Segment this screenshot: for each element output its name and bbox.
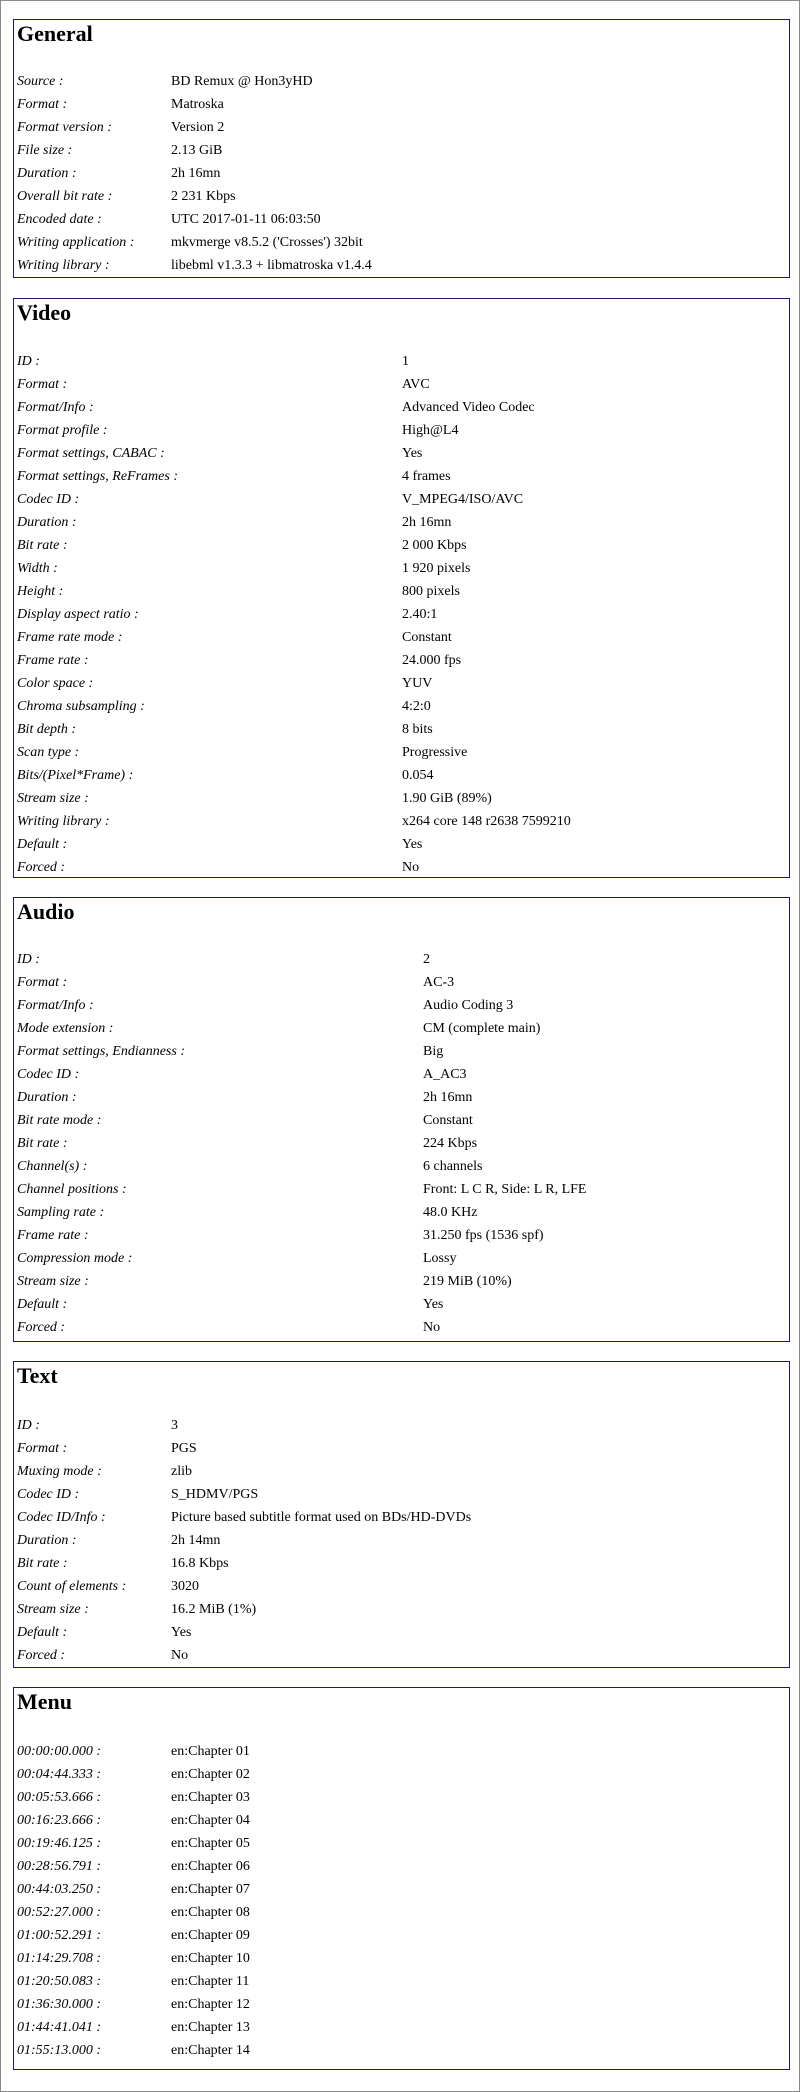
field-label: Stream size : [17,1602,89,1617]
field-label: 00:28:56.791 : [17,1859,101,1874]
table-row [17,396,571,419]
table-row [17,1993,250,2016]
field-value: en:Chapter 14 [171,2043,250,2058]
table-row [17,1460,471,1483]
section-title: General [17,21,93,46]
field-value: 0.054 [402,768,434,783]
field-label: 00:16:23.666 : [17,1813,101,1828]
field-value: Lossy [423,1251,457,1266]
table-row [17,1529,471,1552]
table-row [17,185,372,208]
field-label: Width : [17,561,58,576]
table-row [17,93,372,116]
field-label: Format settings, CABAC : [17,446,165,461]
field-label: Bit rate : [17,1136,68,1151]
general-table [17,70,372,277]
field-value: No [423,1320,441,1335]
field-value: mkvmerge v8.5.2 ('Crosses') 32bit [171,235,363,250]
table-row [17,1414,471,1437]
field-value: Constant [402,630,452,645]
field-value: Constant [423,1113,473,1128]
field-label: Bit depth : [17,722,77,737]
field-label: Sampling rate : [17,1205,105,1220]
field-label: 01:00:52.291 : [17,1928,101,1943]
field-value: en:Chapter 09 [171,1928,250,1943]
field-label: Stream size : [17,1274,89,1289]
field-value: V_MPEG4/ISO/AVC [402,492,524,507]
field-value: 31.250 fps (1536 spf) [423,1228,544,1243]
field-value: en:Chapter 12 [171,1997,250,2012]
table-row [17,1316,586,1339]
field-value: 2 000 Kbps [402,538,467,553]
table-row [17,764,571,787]
field-label: Format/Info : [17,400,94,415]
field-value: Picture based subtitle format used on BDs/HD-DVDs [171,1510,472,1525]
field-label: Mode extension : [17,1021,114,1036]
field-label: Height : [17,584,64,599]
table-row [17,488,571,511]
field-value: 1.90 GiB (89%) [402,791,492,806]
table-row [17,580,571,603]
field-value: BD Remux @ Hon3yHD [171,74,313,89]
table-row [17,208,372,231]
field-label: Frame rate : [17,653,89,668]
field-label: 01:36:30.000 : [17,1997,101,2012]
table-row [17,1924,250,1947]
field-value: en:Chapter 07 [171,1882,250,1897]
field-value: 219 MiB (10%) [423,1274,512,1289]
field-label: Duration : [17,1090,77,1105]
field-value: 16.8 Kbps [171,1556,229,1571]
field-label: Chroma subsampling : [17,699,145,714]
field-label: Format settings, ReFrames : [17,469,178,484]
field-label: Duration : [17,515,77,530]
section-title: Menu [17,1689,72,1714]
field-label: Duration : [17,166,77,181]
field-label: Muxing mode : [17,1464,102,1479]
table-row [17,116,372,139]
video-table [17,350,571,879]
field-value: 800 pixels [402,584,460,599]
table-row [17,1809,250,1832]
table-row [17,162,372,185]
table-row [17,465,571,488]
table-row [17,787,571,810]
field-label: Default : [17,1297,68,1312]
field-value: Version 2 [171,120,225,135]
field-value: 2 [423,952,430,967]
field-value: 2.13 GiB [171,143,223,158]
table-row [17,1247,586,1270]
field-label: ID : [17,1418,40,1433]
field-value: PGS [171,1441,197,1456]
field-label: File size : [17,143,73,158]
general-section [13,19,790,278]
field-value: en:Chapter 11 [171,1974,250,1989]
field-label: Bit rate : [17,538,68,553]
field-value: en:Chapter 13 [171,2020,250,2035]
field-value: Yes [402,446,423,461]
field-label: Overall bit rate : [17,189,113,204]
field-value: No [402,860,420,875]
field-value: UTC 2017-01-11 06:03:50 [171,212,321,227]
table-row [17,1786,250,1809]
field-value: Progressive [402,745,468,760]
table-row [17,1063,586,1086]
audio-table [17,948,586,1339]
field-label: 00:44:03.250 : [17,1882,101,1897]
field-value: Yes [423,1297,444,1312]
field-value: Matroska [171,97,224,112]
table-row [17,1832,250,1855]
field-label: 01:55:13.000 : [17,2043,101,2058]
field-value: Audio Coding 3 [423,998,514,1013]
field-label: Encoded date : [17,212,102,227]
table-row [17,2039,250,2062]
table-row [17,1086,586,1109]
table-row [17,1763,250,1786]
field-label: Bit rate : [17,1556,68,1571]
field-value: 16.2 MiB (1%) [171,1602,257,1617]
field-value: en:Chapter 03 [171,1790,250,1805]
field-label: Duration : [17,1533,77,1548]
table-row [17,1270,586,1293]
field-label: 00:19:46.125 : [17,1836,101,1851]
table-row [17,1740,250,1763]
table-row [17,419,571,442]
field-label: Count of elements : [17,1579,127,1594]
field-value: AC-3 [423,975,455,990]
field-label: 01:44:41.041 : [17,2020,101,2035]
table-row [17,672,571,695]
field-value: 3020 [171,1579,199,1594]
field-value: 4:2:0 [402,699,431,714]
table-row [17,1293,586,1316]
field-value: en:Chapter 10 [171,1951,250,1966]
field-label: Display aspect ratio : [17,607,139,622]
field-label: Channel(s) : [17,1159,88,1174]
field-value: 48.0 KHz [423,1205,478,1220]
table-row [17,1437,471,1460]
table-row [17,741,571,764]
field-value: 6 channels [423,1159,483,1174]
table-row [17,695,571,718]
menu-table [17,1740,250,2062]
field-label: 01:20:50.083 : [17,1974,101,1989]
field-label: Format : [17,975,68,990]
field-label: 00:05:53.666 : [17,1790,101,1805]
field-value: Yes [402,837,423,852]
field-value: x264 core 148 r2638 7599210 [402,814,571,829]
table-row [17,1575,471,1598]
field-value: libebml v1.3.3 + libmatroska v1.4.4 [171,258,372,273]
table-row [17,1201,586,1224]
field-value: Advanced Video Codec [402,400,535,415]
table-row [17,1901,250,1924]
text-section [13,1361,790,1668]
table-row [17,1040,586,1063]
table-row [17,1621,471,1644]
table-row [17,603,571,626]
field-value: YUV [402,676,433,691]
field-value: AVC [402,377,430,392]
table-row [17,1132,586,1155]
field-label: Format profile : [17,423,108,438]
section-title: Video [17,300,72,325]
field-label: Writing library : [17,814,110,829]
field-label: 01:14:29.708 : [17,1951,101,1966]
field-value: en:Chapter 02 [171,1767,250,1782]
table-row [17,511,571,534]
table-row [17,350,571,373]
table-row [17,626,571,649]
table-row [17,1598,471,1621]
section-title: Text [17,1363,58,1388]
field-value: Yes [171,1625,192,1640]
field-value: en:Chapter 06 [171,1859,250,1874]
field-value: 24.000 fps [402,653,462,668]
table-row [17,1878,250,1901]
table-row [17,1970,250,1993]
field-label: Forced : [17,1320,66,1335]
field-label: Bits/(Pixel*Frame) : [17,768,134,783]
table-row [17,718,571,741]
field-value: A_AC3 [423,1067,467,1082]
field-value: 1 [402,354,409,369]
field-label: Codec ID : [17,1067,80,1082]
table-row [17,1855,250,1878]
field-label: Writing application : [17,235,135,250]
table-row [17,1506,471,1529]
field-value: zlib [171,1464,192,1479]
field-value: 8 bits [402,722,433,737]
field-value: Front: L C R, Side: L R, LFE [423,1182,587,1197]
field-value: 2.40:1 [402,607,438,622]
menu-section [13,1687,790,2070]
section-title: Audio [17,899,75,924]
table-row [17,254,372,277]
table-row [17,1017,586,1040]
field-value: en:Chapter 08 [171,1905,250,1920]
field-label: ID : [17,354,40,369]
table-row [17,231,372,254]
field-label: Compression mode : [17,1251,133,1266]
field-value: S_HDMV/PGS [171,1487,259,1502]
table-row [17,139,372,162]
field-label: Channel positions : [17,1182,127,1197]
field-label: Codec ID : [17,492,80,507]
field-value: 2h 16mn [171,166,221,181]
table-row [17,1483,471,1506]
field-label: Stream size : [17,791,89,806]
field-value: Big [423,1044,444,1059]
table-row [17,948,586,971]
field-value: No [171,1648,189,1663]
table-row [17,994,586,1017]
table-row [17,1155,586,1178]
field-value: 1 920 pixels [402,561,471,576]
field-label: Default : [17,837,68,852]
field-label: Forced : [17,1648,66,1663]
field-label: Format : [17,377,68,392]
table-row [17,534,571,557]
field-label: Codec ID/Info : [17,1510,106,1525]
field-label: 00:52:27.000 : [17,1905,101,1920]
field-label: Bit rate mode : [17,1113,102,1128]
field-label: Writing library : [17,258,110,273]
field-value: 4 frames [402,469,451,484]
table-row [17,1109,586,1132]
field-label: Format settings, Endianness : [17,1044,185,1059]
field-label: Forced : [17,860,66,875]
field-value: High@L4 [402,423,459,438]
field-value: CM (complete main) [423,1021,541,1036]
field-value: 2h 16mn [423,1090,473,1105]
field-value: 2h 14mn [171,1533,221,1548]
table-row [17,70,372,93]
table-row [17,971,586,994]
field-label: Format : [17,1441,68,1456]
table-row [17,373,571,396]
table-row [17,649,571,672]
video-section [13,298,790,878]
field-label: Format : [17,97,68,112]
table-row [17,810,571,833]
field-label: Default : [17,1625,68,1640]
audio-section [13,897,790,1342]
field-label: 00:04:44.333 : [17,1767,101,1782]
table-row [17,1644,471,1667]
field-label: Frame rate mode : [17,630,123,645]
table-row [17,2016,250,2039]
field-label: Color space : [17,676,94,691]
text-table [17,1414,471,1667]
field-label: Codec ID : [17,1487,80,1502]
field-label: ID : [17,952,40,967]
table-row [17,557,571,580]
field-value: 224 Kbps [423,1136,478,1151]
field-value: 3 [171,1418,178,1433]
table-row [17,442,571,465]
field-label: Source : [17,74,64,89]
field-label: 00:00:00.000 : [17,1744,101,1759]
table-row [17,1224,586,1247]
field-label: Frame rate : [17,1228,89,1243]
field-value: 2 231 Kbps [171,189,236,204]
table-row [17,1552,471,1575]
field-label: Format/Info : [17,998,94,1013]
field-value: 2h 16mn [402,515,452,530]
field-value: en:Chapter 01 [171,1744,250,1759]
table-row [17,1947,250,1970]
table-row [17,856,571,879]
field-value: en:Chapter 05 [171,1836,250,1851]
field-label: Scan type : [17,745,80,760]
table-row [17,1178,586,1201]
table-row [17,833,571,856]
field-value: en:Chapter 04 [171,1813,250,1828]
field-label: Format version : [17,120,112,135]
